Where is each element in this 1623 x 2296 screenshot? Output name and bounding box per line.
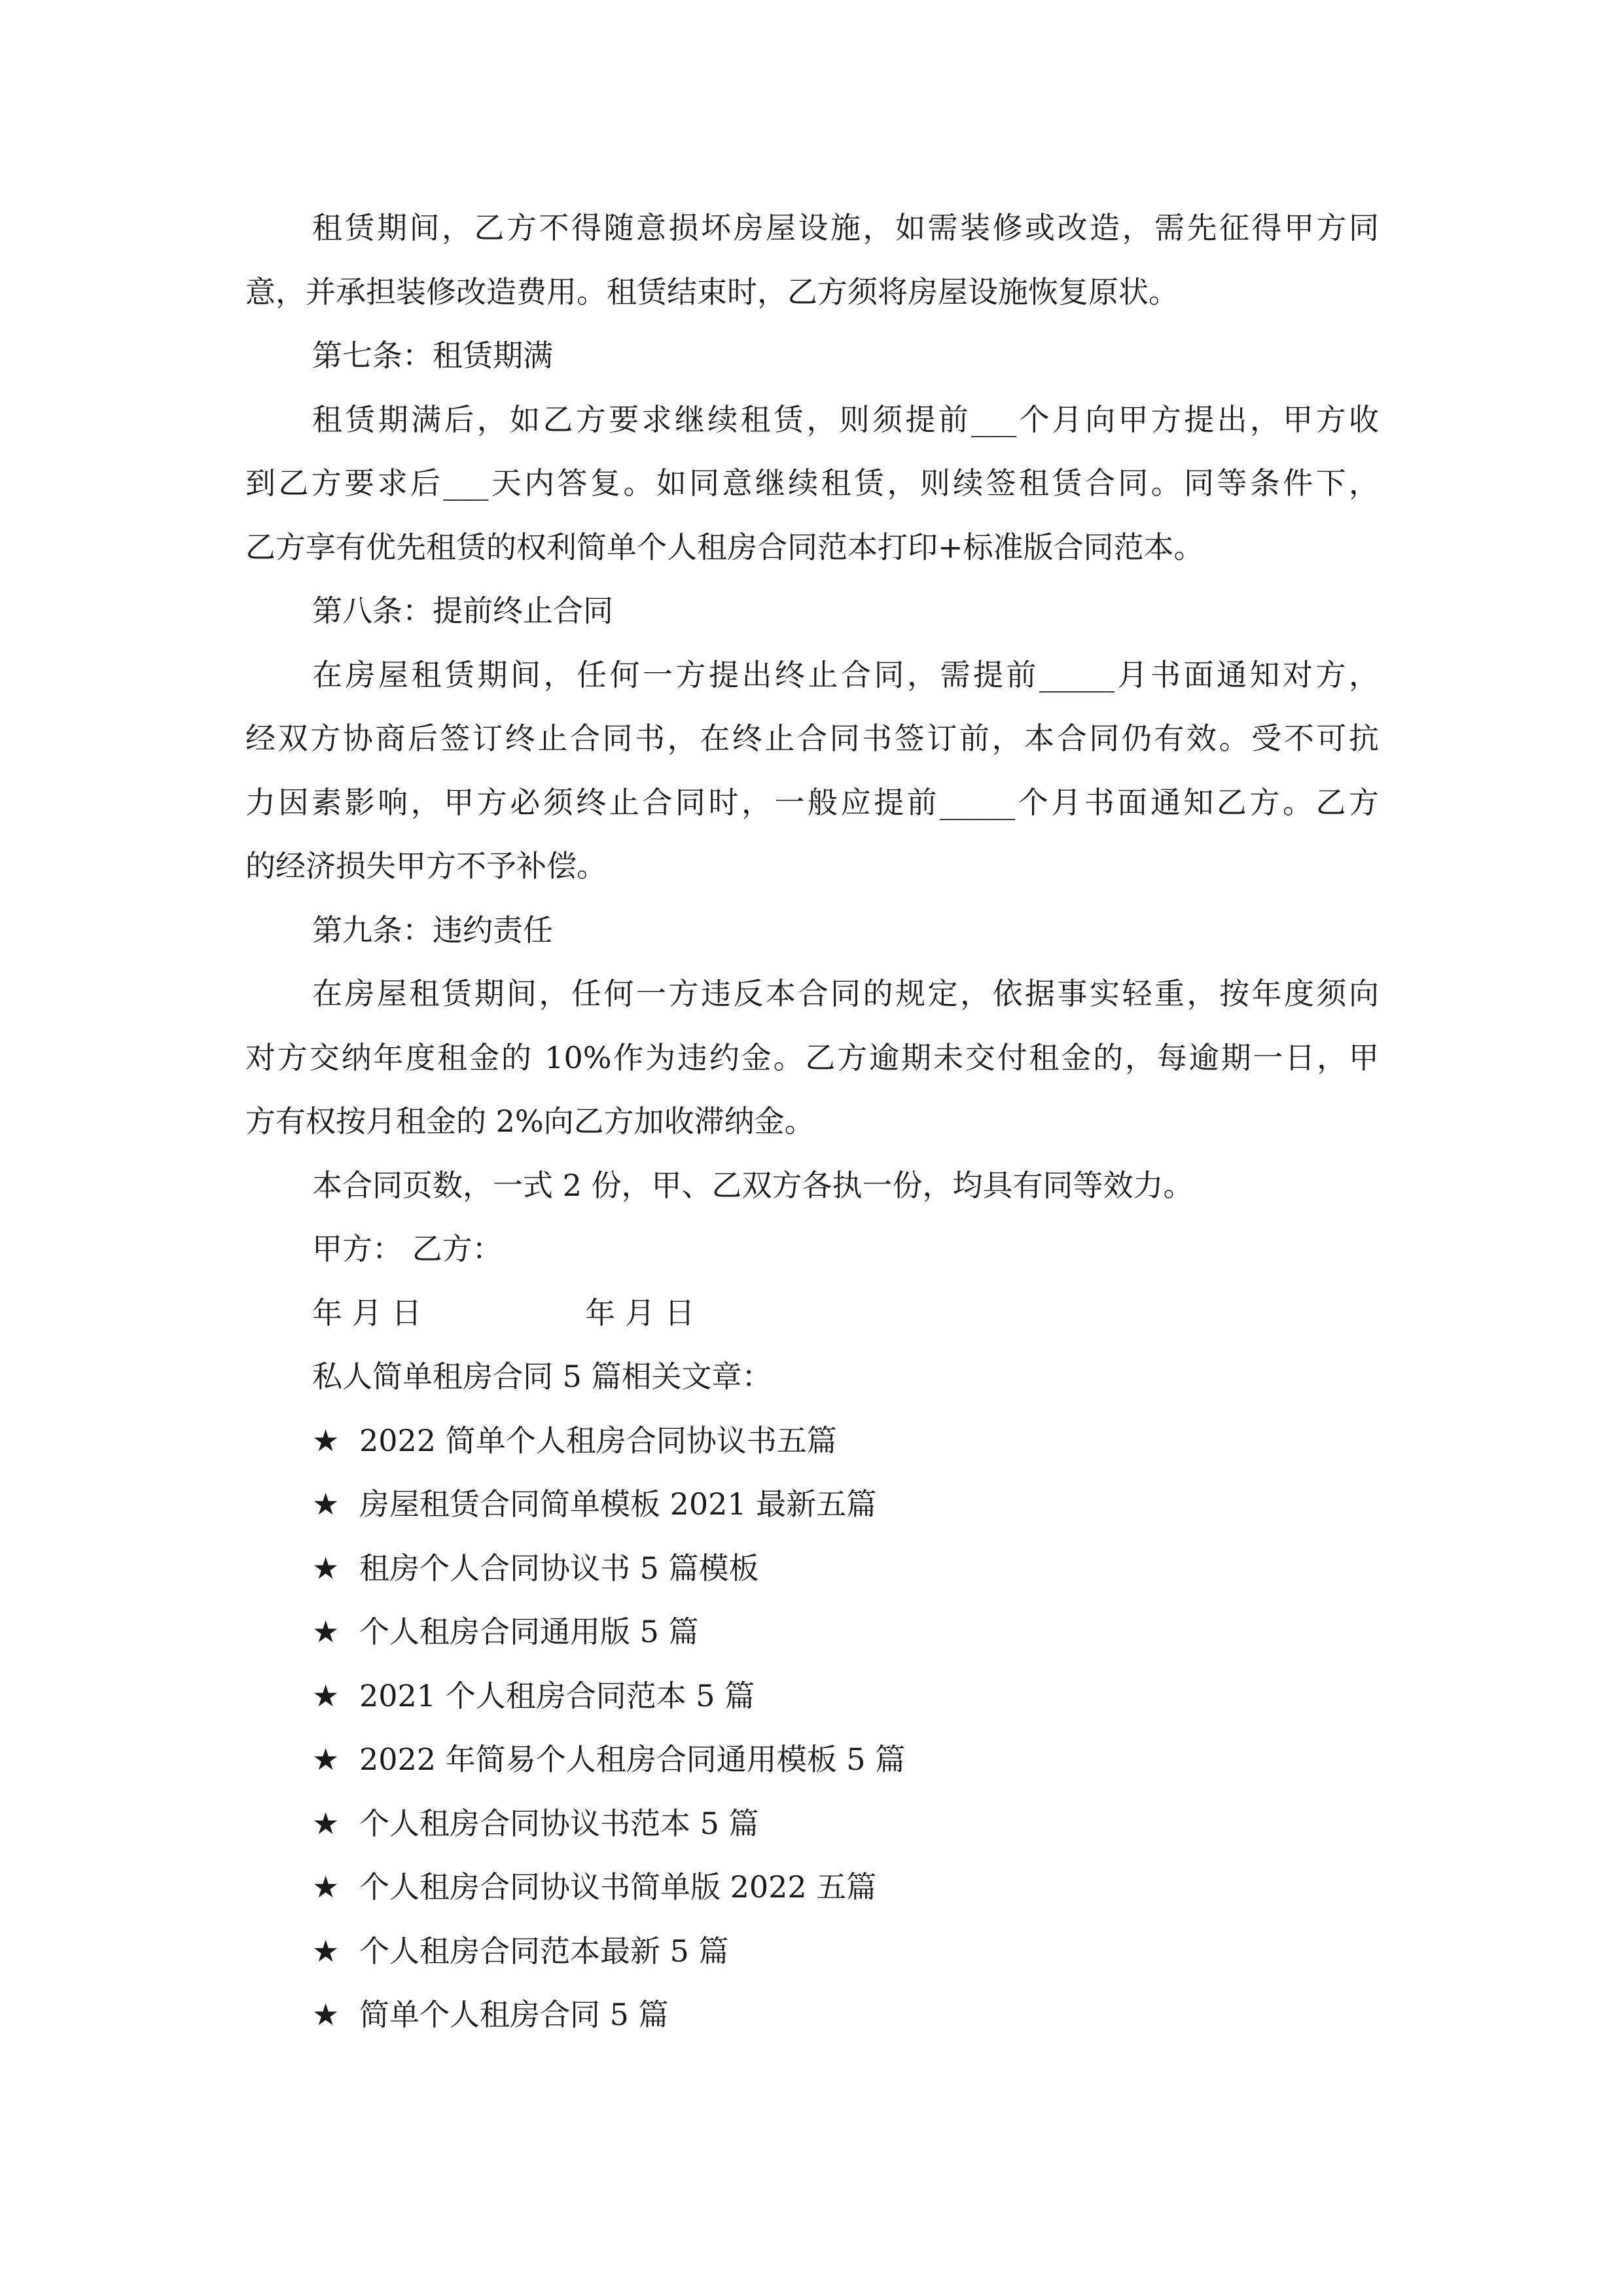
paragraph-line: 租赁期满后，如乙方要求继续租赁，则须提前___个月向甲方提出，甲方收: [312, 401, 1379, 437]
clause-heading: 第八条：提前终止合同: [312, 593, 613, 628]
related-link-item[interactable]: [245, 1409, 1379, 1473]
star-icon: ★: [312, 1614, 340, 1649]
paragraph-line: 在房屋租赁期间，任何一方违反本合同的规定，依据事实轻重，按年度须向: [312, 976, 1379, 1011]
paragraph-line: 乙方享有优先租赁的权利简单个人租房合同范本打印+标准版合同范本。: [245, 529, 1204, 565]
related-link-text[interactable]: 2021 个人租房合同范本 5 篇: [359, 1677, 755, 1713]
related-link-item[interactable]: [245, 1792, 1379, 1856]
related-link-item[interactable]: [245, 1728, 1379, 1792]
star-icon: ★: [312, 1997, 340, 2032]
related-link-item[interactable]: [245, 1600, 1379, 1664]
paragraph-line: 对方交纳年度租金的 10%作为违约金。乙方逾期未交付租金的，每逾期一日，甲: [245, 1039, 1379, 1075]
related-link-text[interactable]: 个人租房合同协议书范本 5 篇: [359, 1805, 759, 1841]
related-link-text[interactable]: 2022 简单个人租房合同协议书五篇: [359, 1422, 837, 1458]
related-link-text[interactable]: 个人租房合同协议书简单版 2022 五篇: [359, 1869, 877, 1905]
paragraph-line: 力因素影响，甲方必须终止合同时，一般应提前_____个月书面通知乙方。乙方: [245, 784, 1379, 820]
related-link-item[interactable]: [245, 1473, 1379, 1537]
related-link-item[interactable]: [245, 1856, 1379, 1920]
date-left: 年 月 日: [312, 1295, 422, 1331]
star-icon: ★: [312, 1550, 340, 1586]
related-heading: 私人简单租房合同 5 篇相关文章：: [312, 1359, 772, 1394]
related-links-list: [245, 1409, 1379, 2047]
paragraph-line: 方有权按月租金的 2%向乙方加收滞纳金。: [245, 1103, 815, 1139]
related-link-text[interactable]: 个人租房合同通用版 5 篇: [359, 1614, 699, 1649]
related-link-text[interactable]: 简单个人租房合同 5 篇: [359, 1997, 669, 2032]
star-icon: ★: [312, 1422, 340, 1458]
star-icon: ★: [312, 1742, 340, 1777]
paragraph-line: 在房屋租赁期间，任何一方提出终止合同，需提前_____月书面通知对方，: [312, 656, 1379, 692]
related-link-item[interactable]: [245, 1983, 1379, 2047]
paragraph-line: 租赁期间，乙方不得随意损坏房屋设施，如需装修或改造，需先征得甲方同: [312, 210, 1379, 245]
related-link-text[interactable]: 租房个人合同协议书 5 篇模板: [359, 1550, 759, 1586]
paragraph-line: 意，并承担装修改造费用。租赁结束时，乙方须将房屋设施恢复原状。: [245, 274, 1179, 310]
star-icon: ★: [312, 1805, 340, 1841]
clause-heading: 第七条：租赁期满: [312, 338, 553, 373]
clause-heading: 第九条：违约责任: [312, 912, 553, 948]
paragraph-line: 的经济损失甲方不予补偿。: [245, 848, 607, 884]
date-right: 年 月 日: [585, 1295, 695, 1331]
star-icon: ★: [312, 1677, 340, 1713]
related-link-item[interactable]: [245, 1664, 1379, 1729]
related-link-item[interactable]: [245, 1537, 1379, 1601]
paragraph-line: 到乙方要求后___天内答复。如同意继续租赁，则续签租赁合同。同等条件下，: [245, 465, 1379, 501]
star-icon: ★: [312, 1869, 340, 1905]
related-link-text[interactable]: 房屋租赁合同简单模板 2021 最新五篇: [359, 1486, 877, 1522]
paragraph-line: 本合同页数，一式 2 份，甲、乙双方各执一份，均具有同等效力。: [312, 1167, 1194, 1203]
related-link-text[interactable]: 2022 年简易个人租房合同通用模板 5 篇: [359, 1742, 906, 1777]
paragraph-line: 经双方协商后签订终止合同书，在终止合同书签订前，本合同仍有效。受不可抗: [245, 721, 1379, 756]
related-link-text[interactable]: 个人租房合同范本最新 5 篇: [359, 1933, 729, 1969]
star-icon: ★: [312, 1933, 340, 1969]
signature-parties: 甲方： 乙方：: [312, 1231, 503, 1266]
related-link-item[interactable]: [245, 1920, 1379, 1984]
document-body: [245, 196, 1379, 2047]
signature-dates: [245, 1282, 1379, 1346]
star-icon: ★: [312, 1486, 340, 1522]
